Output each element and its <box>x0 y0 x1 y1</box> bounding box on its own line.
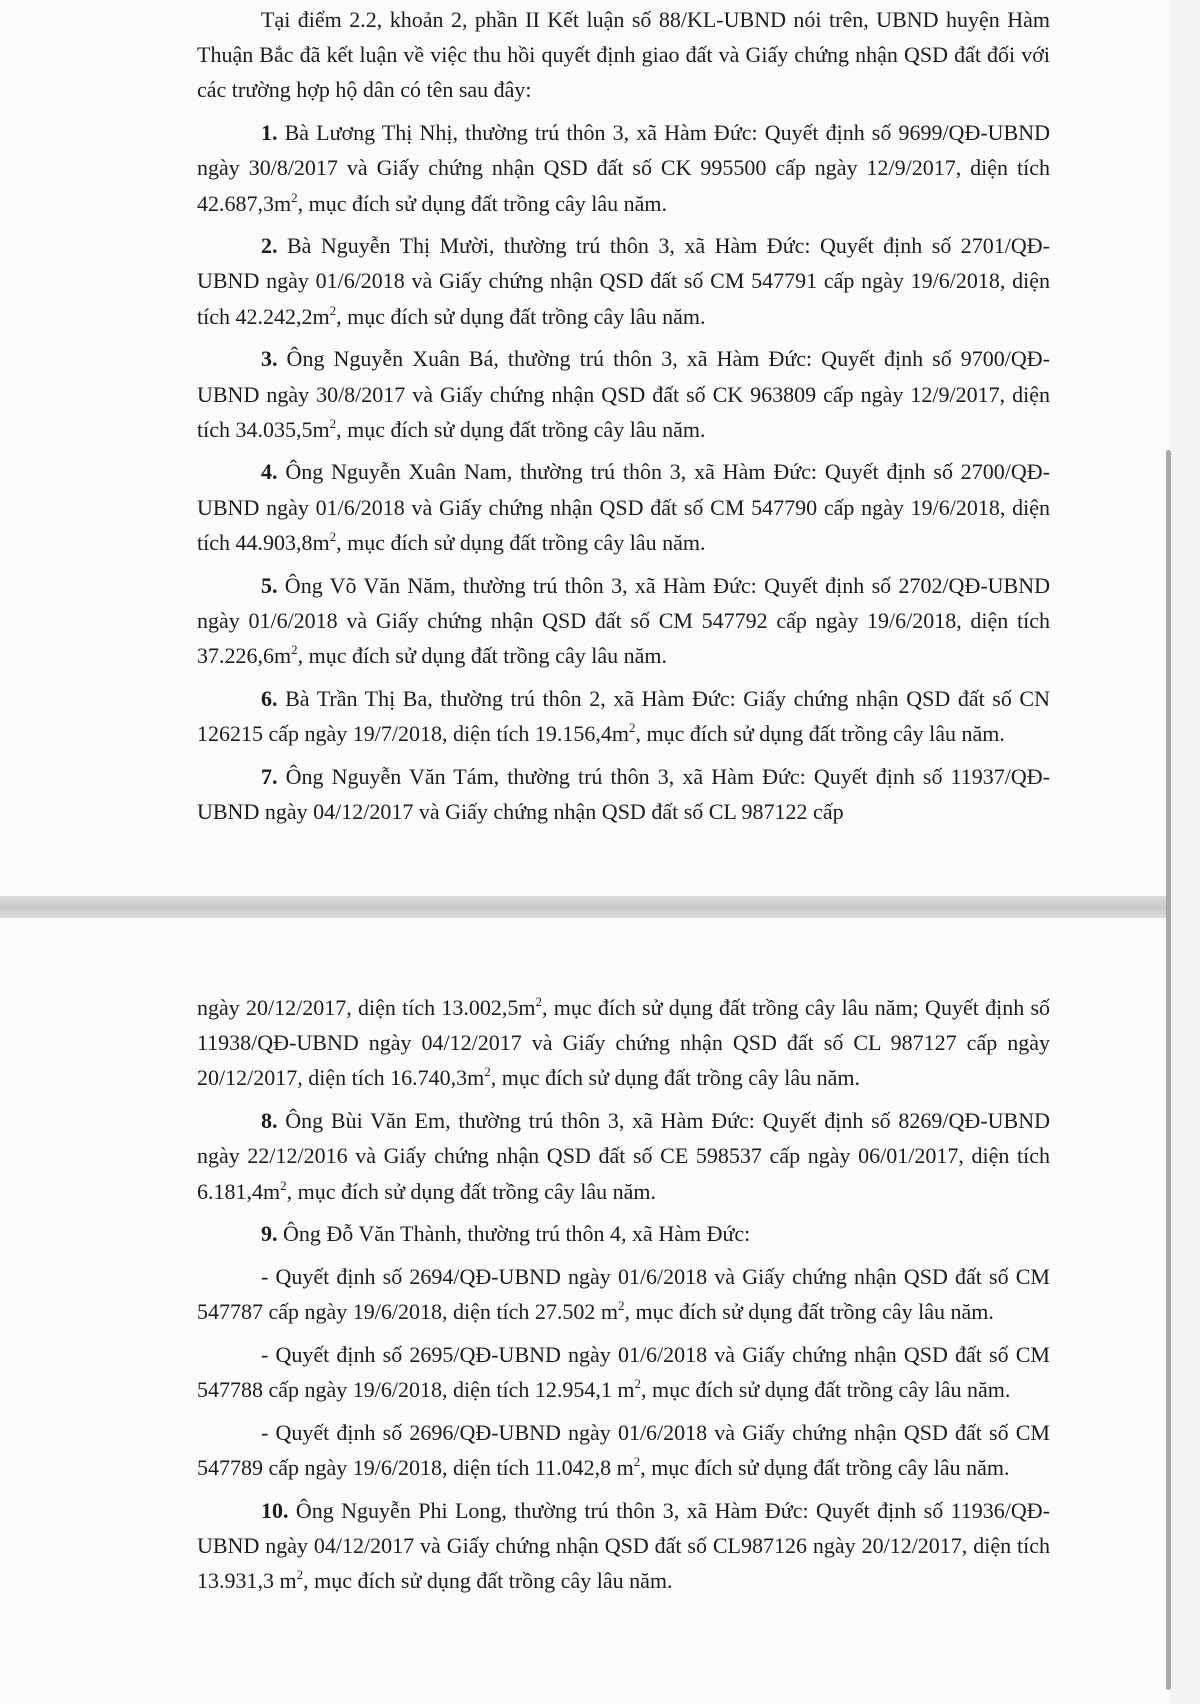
superscript: 2 <box>629 719 636 735</box>
item-number: 4. <box>261 459 278 485</box>
list-item-9-sub-1 <box>197 1259 1050 1329</box>
superscript: 2 <box>618 1298 625 1314</box>
list-item-3 <box>197 341 1050 447</box>
list-item-9-sub-3 <box>197 1415 1050 1485</box>
item-text-end: , mục đích sử dụng đất trồng cây lâu năm. <box>336 416 706 442</box>
superscript: 2 <box>291 641 298 657</box>
item-text-end: , mục đích sử dụng đất trồng cây lâu năm. <box>635 720 1005 746</box>
sub-item-text: - Quyết định số 2696/QĐ-UBND ngày 01/6/2018 và Giấy chứng nhận QSD đất số CM 547789 cấp ngày 19/6/2018, diện tích 11.042,8 m <box>197 1419 1050 1480</box>
item-number: 3. <box>261 346 278 372</box>
sub-item-text-end: , mục đích sử dụng đất trồng cây lâu năm. <box>624 1299 994 1325</box>
item-text-end: , mục đích sử dụng đất trồng cây lâu năm. <box>336 303 706 329</box>
list-item-4 <box>197 454 1050 560</box>
intro-paragraph: Tại điểm 2.2, khoản 2, phần II Kết luận số 88/KL-UBND nói trên, UBND huyện Hàm Thuận Bắc đã kết luận về việc thu hồi quyết định giao đất và Giấy chứng nhận QSD đất đối với các trường hợp hộ dân có tên sau đây: <box>197 7 1050 103</box>
list-item-7 <box>197 759 1050 829</box>
list-item-5 <box>197 568 1050 674</box>
item-text: Ông Nguyễn Phi Long, thường trú thôn 3, xã Hàm Đức: Quyết định số 11936/QĐ-UBND ngày 04/12/2017 và Giấy chứng nhận QSD đất số CL987126 ngày 20/12/2017, diện tích 13.931,3 m <box>197 1497 1050 1594</box>
list-item-9 <box>197 1216 1050 1251</box>
item-text-mid: , mục đích sử dụng đất trồng cây lâu năm; Quyết định số 11938/QĐ-UBND ngày 04/12/2017 và Giấy chứng nhận QSD đất số CL 987127 cấp ngày 20/12/2017, diện tích 16.740,3m <box>197 995 1051 1091</box>
list-item-10 <box>197 1493 1050 1599</box>
sub-item-text: - Quyết định số 2695/QĐ-UBND ngày 01/6/2018 và Giấy chứng nhận QSD đất số CM 547788 cấp ngày 19/6/2018, diện tích 12.954,1 m <box>197 1341 1050 1403</box>
item-text: Ông Nguyễn Xuân Nam, thường trú thôn 3, xã Hàm Đức: Quyết định số 2700/QĐ-UBND ngày 01/6/2018 và Giấy chứng nhận QSD đất số CM 547790 cấp ngày 19/6/2018, diện tích 44.903,8m <box>197 459 1050 555</box>
superscript: 2 <box>329 415 337 431</box>
sub-item-text: - Quyết định số 2694/QĐ-UBND ngày 01/6/2018 và Giấy chứng nhận QSD đất số CM 547787 cấp ngày 19/6/2018, diện tích 27.502 m <box>197 1263 1050 1325</box>
list-item-2 <box>197 228 1050 334</box>
list-item-9-sub-2 <box>197 1337 1050 1407</box>
scrollbar-thumb[interactable] <box>1166 450 1171 1690</box>
item-text: Ông Nguyễn Xuân Bá, thường trú thôn 3, xã Hàm Đức: Quyết định số 9700/QĐ-UBND ngày 30/8/2017 và Giấy chứng nhận QSD đất số CK 963809 cấp ngày 12/9/2017, diện tích 34.035,5m <box>197 346 1050 442</box>
item-number: 6. <box>261 685 278 711</box>
superscript: 2 <box>291 189 298 205</box>
page-separator <box>0 896 1170 918</box>
item-text-end: , mục đích sử dụng đất trồng cây lâu năm. <box>303 1568 673 1594</box>
item-number: 10. <box>261 1497 289 1523</box>
superscript: 2 <box>634 1376 641 1392</box>
page-2-text <box>197 990 1050 1598</box>
sub-item-text-end: , mục đích sử dụng đất trồng cây lâu năm. <box>641 1377 1011 1403</box>
page-1-text <box>197 2 1050 829</box>
item-number: 7. <box>261 763 278 789</box>
item-text: Ông Võ Văn Năm, thường trú thôn 3, xã Hàm Đức: Quyết định số 2702/QĐ-UBND ngày 01/6/2018 và Giấy chứng nhận QSD đất số CM 547792 cấp ngày 19/6/2018, diện tích 37.226,6m <box>197 572 1050 668</box>
item-text-end: , mục đích sử dụng đất trồng cây lâu năm. <box>336 529 706 555</box>
item-text: Ông Đỗ Văn Thành, thường trú thôn 4, xã Hàm Đức: <box>277 1221 751 1247</box>
item-number: 1. <box>261 120 278 146</box>
item-number: 9. <box>261 1221 278 1247</box>
list-item-6 <box>197 681 1050 751</box>
document-page-2 <box>0 918 1170 1704</box>
item-number: 8. <box>261 1108 278 1134</box>
item-text: Ông Nguyễn Văn Tám, thường trú thôn 3, xã Hàm Đức: Quyết định số 11937/QĐ-UBND ngày 04/12/2017 và Giấy chứng nhận QSD đất số CL 987122 cấp <box>197 763 1050 824</box>
item-number: 5. <box>261 572 278 598</box>
item-text-end: , mục đích sử dụng đất trồng cây lâu năm. <box>286 1178 656 1204</box>
list-item-7-continued <box>197 990 1050 1096</box>
item-text-end: , mục đích sử dụng đất trồng cây lâu năm. <box>297 190 667 216</box>
item-text: Bà Trần Thị Ba, thường trú thôn 2, xã Hàm Đức: Giấy chứng nhận QSD đất số CN 126215 cấp ngày 19/7/2018, diện tích 19.156,4m <box>197 685 1050 746</box>
list-item-1 <box>197 115 1050 221</box>
item-text: Bà Nguyễn Thị Mười, thường trú thôn 3, xã Hàm Đức: Quyết định số 2701/QĐ-UBND ngày 01/6/2018 và Giấy chứng nhận QSD đất số CM 547791 cấp ngày 19/6/2018, diện tích 42.242,2m <box>197 233 1050 329</box>
item-text-end: , mục đích sử dụng đất trồng cây lâu năm. <box>490 1065 861 1091</box>
item-text-end: , mục đích sử dụng đất trồng cây lâu năm. <box>297 642 667 668</box>
item-number: 2. <box>261 233 278 259</box>
superscript: 2 <box>633 1453 641 1469</box>
item-text: Bà Lương Thị Nhị, thường trú thôn 3, xã Hàm Đức: Quyết định số 9699/QĐ-UBND ngày 30/8/2017 và Giấy chứng nhận QSD đất số CK 995500 cấp ngày 12/9/2017, diện tích 42.687,3m <box>197 120 1050 216</box>
superscript: 2 <box>484 1064 491 1080</box>
item-text: ngày 20/12/2017, diện tích 13.002,5m <box>197 995 536 1020</box>
superscript: 2 <box>296 1567 304 1583</box>
list-item-8 <box>197 1103 1050 1209</box>
sub-item-text-end: , mục đích sử dụng đất trồng cây lâu năm. <box>640 1454 1010 1480</box>
superscript: 2 <box>280 1177 287 1193</box>
superscript: 2 <box>535 994 543 1009</box>
superscript: 2 <box>329 528 337 544</box>
item-text: Ông Bùi Văn Em, thường trú thôn 3, xã Hàm Đức: Quyết định số 8269/QĐ-UBND ngày 22/12/2016 và Giấy chứng nhận QSD đất số CE 598537 cấp ngày 06/01/2017, diện tích 6.181,4m <box>197 1108 1050 1204</box>
superscript: 2 <box>329 302 337 318</box>
